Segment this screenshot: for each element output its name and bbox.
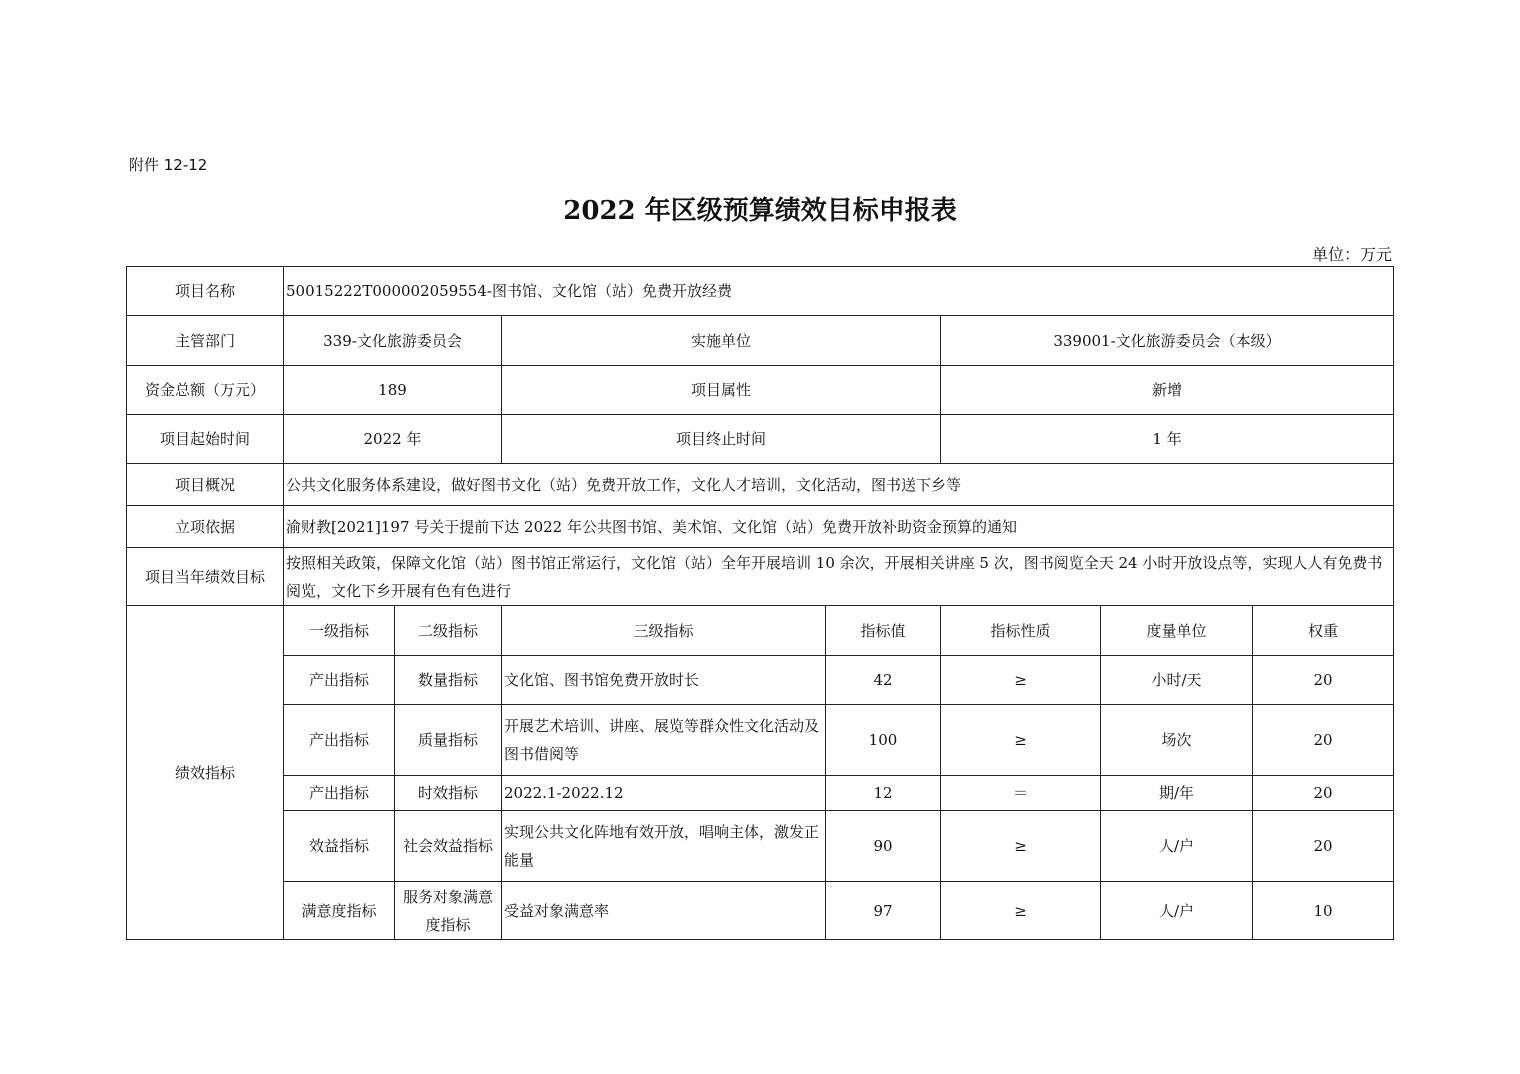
indicator-row: [127, 705, 1394, 776]
project-name-label: 项目名称: [127, 267, 284, 316]
level1-indicator: 产出指标: [284, 656, 395, 705]
end-time-label: 项目终止时间: [502, 415, 941, 464]
column-header: 一级指标: [284, 606, 395, 656]
column-header: 指标性质: [941, 606, 1101, 656]
annual-goal-label: 项目当年绩效目标: [127, 548, 284, 606]
implementing-unit-value: 339001-文化旅游委员会（本级）: [941, 316, 1394, 366]
row-annual-goal: [127, 548, 1394, 606]
basis-label: 立项依据: [127, 506, 284, 548]
level1-indicator: 效益指标: [284, 811, 395, 882]
weight: 20: [1253, 811, 1394, 882]
column-header: 二级指标: [395, 606, 502, 656]
weight: 20: [1253, 656, 1394, 705]
indicator-value: 12: [826, 776, 941, 811]
measure-unit: 期/年: [1101, 776, 1253, 811]
level1-indicator: 满意度指标: [284, 882, 395, 940]
measure-unit: 小时/天: [1101, 656, 1253, 705]
indicator-nature: ≥: [941, 811, 1101, 882]
level2-indicator: 服务对象满意度指标: [395, 882, 502, 940]
level3-indicator: 文化馆、图书馆免费开放时长: [502, 656, 826, 705]
attachment-label: 附件 12-12: [129, 156, 208, 174]
total-funds-value: 189: [284, 366, 502, 415]
level1-indicator: 产出指标: [284, 705, 395, 776]
column-header: 权重: [1253, 606, 1394, 656]
end-time-value: 1 年: [941, 415, 1394, 464]
level2-indicator: 社会效益指标: [395, 811, 502, 882]
document-title: 2022 年区级预算绩效目标申报表: [563, 196, 957, 226]
indicator-nature: ≥: [941, 882, 1101, 940]
measure-unit: 场次: [1101, 705, 1253, 776]
level1-indicator: 产出指标: [284, 776, 395, 811]
overview-label: 项目概况: [127, 464, 284, 506]
measure-unit: 人/户: [1101, 882, 1253, 940]
level3-indicator: 受益对象满意率: [502, 882, 826, 940]
row-funds: [127, 366, 1394, 415]
department-value: 339-文化旅游委员会: [284, 316, 502, 366]
level2-indicator: 时效指标: [395, 776, 502, 811]
indicator-value: 42: [826, 656, 941, 705]
level2-indicator: 质量指标: [395, 705, 502, 776]
indicators-section-label: 绩效指标: [127, 606, 284, 940]
row-overview: [127, 464, 1394, 506]
level2-indicator: 数量指标: [395, 656, 502, 705]
column-header: 指标值: [826, 606, 941, 656]
project-attribute-label: 项目属性: [502, 366, 941, 415]
start-time-value: 2022 年: [284, 415, 502, 464]
indicator-nature: ＝: [941, 776, 1101, 811]
project-attribute-value: 新增: [941, 366, 1394, 415]
indicator-row: [127, 776, 1394, 811]
row-basis: [127, 506, 1394, 548]
column-header: 度量单位: [1101, 606, 1253, 656]
start-time-label: 项目起始时间: [127, 415, 284, 464]
implementing-unit-label: 实施单位: [502, 316, 941, 366]
weight: 10: [1253, 882, 1394, 940]
indicator-value: 97: [826, 882, 941, 940]
level3-indicator: 2022.1-2022.12: [502, 776, 826, 811]
indicator-nature: ≥: [941, 705, 1101, 776]
indicator-nature: ≥: [941, 656, 1101, 705]
indicator-row: [127, 811, 1394, 882]
row-period: [127, 415, 1394, 464]
annual-goal-value: 按照相关政策，保障文化馆（站）图书馆正常运行，文化馆（站）全年开展培训 10 余次，开展相关讲座 5 次，图书阅览全天 24 小时开放设点等，实现人人有免费书阅览，文化下乡开展有色有色进行: [284, 548, 1394, 606]
indicator-row: [127, 656, 1394, 705]
department-label: 主管部门: [127, 316, 284, 366]
measure-unit: 人/户: [1101, 811, 1253, 882]
budget-performance-form: [126, 266, 1394, 940]
row-department: [127, 316, 1394, 366]
weight: 20: [1253, 705, 1394, 776]
indicator-value: 90: [826, 811, 941, 882]
project-name-value: 50015222T000002059554-图书馆、文化馆（站）免费开放经费: [284, 267, 1394, 316]
overview-value: 公共文化服务体系建设，做好图书文化（站）免费开放工作，文化人才培训，文化活动，图书送下乡等: [284, 464, 1394, 506]
unit-label: 单位：万元: [1311, 245, 1392, 264]
total-funds-label: 资金总额（万元）: [127, 366, 284, 415]
level3-indicator: 实现公共文化阵地有效开放，唱响主体，激发正能量: [502, 811, 826, 882]
weight: 20: [1253, 776, 1394, 811]
basis-value: 渝财教[2021]197 号关于提前下达 2022 年公共图书馆、美术馆、文化馆（站）免费开放补助资金预算的通知: [284, 506, 1394, 548]
indicator-header-row: [127, 606, 1394, 656]
column-header: 三级指标: [502, 606, 826, 656]
level3-indicator: 开展艺术培训、讲座、展览等群众性文化活动及图书借阅等: [502, 705, 826, 776]
indicator-value: 100: [826, 705, 941, 776]
indicator-row: [127, 882, 1394, 940]
row-project-name: [127, 267, 1394, 316]
